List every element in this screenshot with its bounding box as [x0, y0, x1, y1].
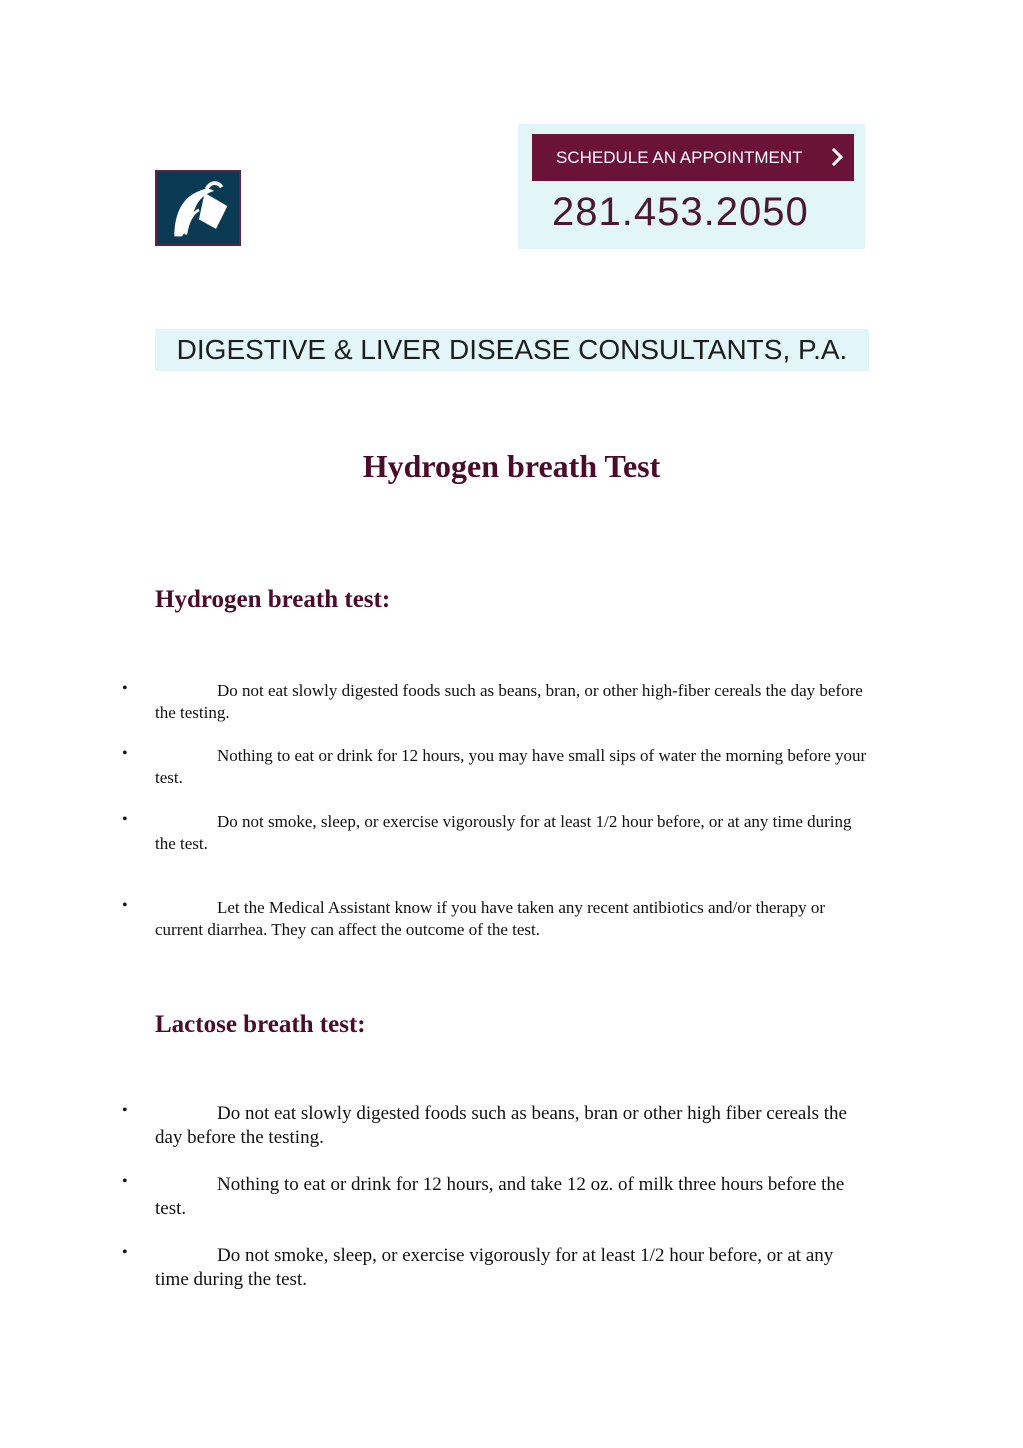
section-heading-hydrogen: Hydrogen breath test:	[155, 586, 391, 613]
schedule-appointment-button[interactable]	[532, 134, 854, 181]
bullet: •	[122, 1102, 128, 1119]
bullet: •	[122, 897, 128, 914]
bullet: •	[122, 1244, 128, 1261]
list-item-text: Nothing to eat or drink for 12 hours, you may have small sips of water the morning before your test.	[155, 746, 867, 787]
schedule-appointment-label: SCHEDULE AN APPOINTMENT	[556, 147, 803, 167]
bullet: •	[122, 745, 128, 762]
appointment-panel	[518, 124, 865, 249]
bullet: •	[122, 811, 128, 828]
list-item-text: Do not smoke, sleep, or exercise vigorously for at least 1/2 hour before, or at any time during the test.	[155, 1245, 834, 1290]
phone-number[interactable]: 281.453.2050	[552, 190, 809, 234]
practice-name-banner: DIGESTIVE & LIVER DISEASE CONSULTANTS, P.A.	[155, 329, 869, 371]
liver-logo-icon	[155, 170, 241, 246]
list-item-text: Do not eat slowly digested foods such as beans, bran, or other high-fiber cereals the day before the testing.	[155, 681, 863, 722]
bullet: •	[122, 680, 128, 697]
list-item-text: Nothing to eat or drink for 12 hours, and take 12 oz. of milk three hours before the test.	[155, 1174, 845, 1219]
bullet: •	[122, 1173, 128, 1190]
section-heading-lactose: Lactose breath test:	[155, 1011, 366, 1038]
list-item-text: Do not eat slowly digested foods such as beans, bran or other high fiber cereals the day before the testing.	[155, 1103, 847, 1148]
chevron-right-icon	[832, 148, 844, 166]
page-title: Hydrogen breath Test	[362, 448, 661, 484]
list-item-text: Let the Medical Assistant know if you have taken any recent antibiotics and/or therapy or current diarrhea. They can affect the outcome of the test.	[155, 898, 826, 939]
list-item-text: Do not smoke, sleep, or exercise vigorously for at least 1/2 hour before, or at any time during the test.	[155, 812, 852, 853]
